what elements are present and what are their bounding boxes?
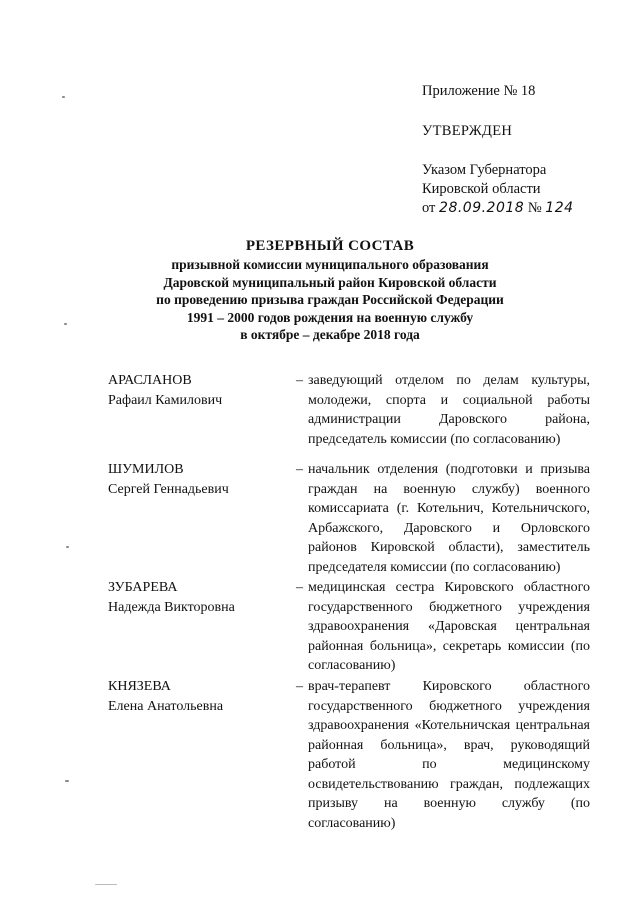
scan-speck (95, 884, 117, 885)
member-given-name: Сергей Геннадьевич (108, 481, 229, 497)
approved-label: УТВЕРЖДЕН (422, 123, 513, 139)
title-main: РЕЗЕРВНЫЙ СОСТАВ (245, 238, 415, 254)
handwritten-date: 28.09.2018 (439, 200, 525, 216)
decree-date-line (422, 199, 574, 218)
member-given-name: Рафаил Камилович (108, 392, 223, 408)
scan-speck (65, 780, 69, 782)
decree-line-2: Кировской области (422, 181, 541, 197)
decree-line-1: Указом Губернатора (422, 162, 547, 178)
member-surname: ЗУБАРЕВА (108, 580, 178, 595)
document-title (110, 237, 550, 344)
member-given-name: Елена Анатольевна (108, 698, 224, 714)
member-description: медицинская сестра Кировского областного государственного бюджетного учреждения здравоохранения «Даровская центральная районная больница», секретарь комиссии (по согласованию) (308, 580, 590, 673)
scan-speck (62, 96, 65, 98)
member-description: заведующий отделом по делам культуры, молодежи, спорта и социальной работы администрации Даровского района, председатель комиссии (по согласованию) (308, 373, 590, 447)
member-name (108, 371, 278, 410)
number-prefix: № (527, 200, 542, 216)
title-line: в октябре – декабре 2018 года (240, 327, 420, 342)
member-dash: – (296, 580, 303, 595)
date-prefix: от (422, 200, 436, 216)
approval-block (422, 82, 574, 218)
member-dash: – (296, 373, 303, 388)
member-name (108, 677, 278, 716)
member-dash: – (296, 462, 303, 477)
member-dash: – (296, 679, 303, 694)
handwritten-number: 124 (545, 200, 574, 216)
member-name (108, 578, 278, 617)
title-line: по проведению призыва граждан Российской Федерации (156, 292, 504, 307)
scan-speck (64, 323, 67, 325)
annex-number: Приложение № 18 (422, 83, 536, 99)
title-line: Даровской муниципальный район Кировской области (163, 274, 497, 290)
member-name (108, 460, 278, 499)
member-description: начальник отделения (подготовки и призыва граждан на военную службу) военного комиссариата (г. Котельнич, Котельничского, Арбажского, Даровского и Орловского районов Кировской области), заместитель председателя комиссии (по согласованию) (308, 462, 590, 575)
member-given-name: Надежда Викторовна (108, 599, 235, 615)
member-surname: ШУМИЛОВ (108, 462, 184, 477)
member-surname: АРАСЛАНОВ (108, 373, 192, 388)
member-description: врач-терапевт Кировского областного государственного бюджетного учреждения здравоохранения «Котельничская центральная районная больница», врач, руководящий работой по медицинскому освидетельствованию граждан, подлежащих призыву на военную службу (по согласованию) (308, 679, 590, 831)
title-line: 1991 – 2000 годов рождения на военную службу (186, 309, 474, 325)
scan-speck (66, 546, 69, 548)
member-surname: КНЯЗЕВА (108, 679, 171, 694)
title-line: призывной комиссии муниципального образования (171, 257, 489, 272)
